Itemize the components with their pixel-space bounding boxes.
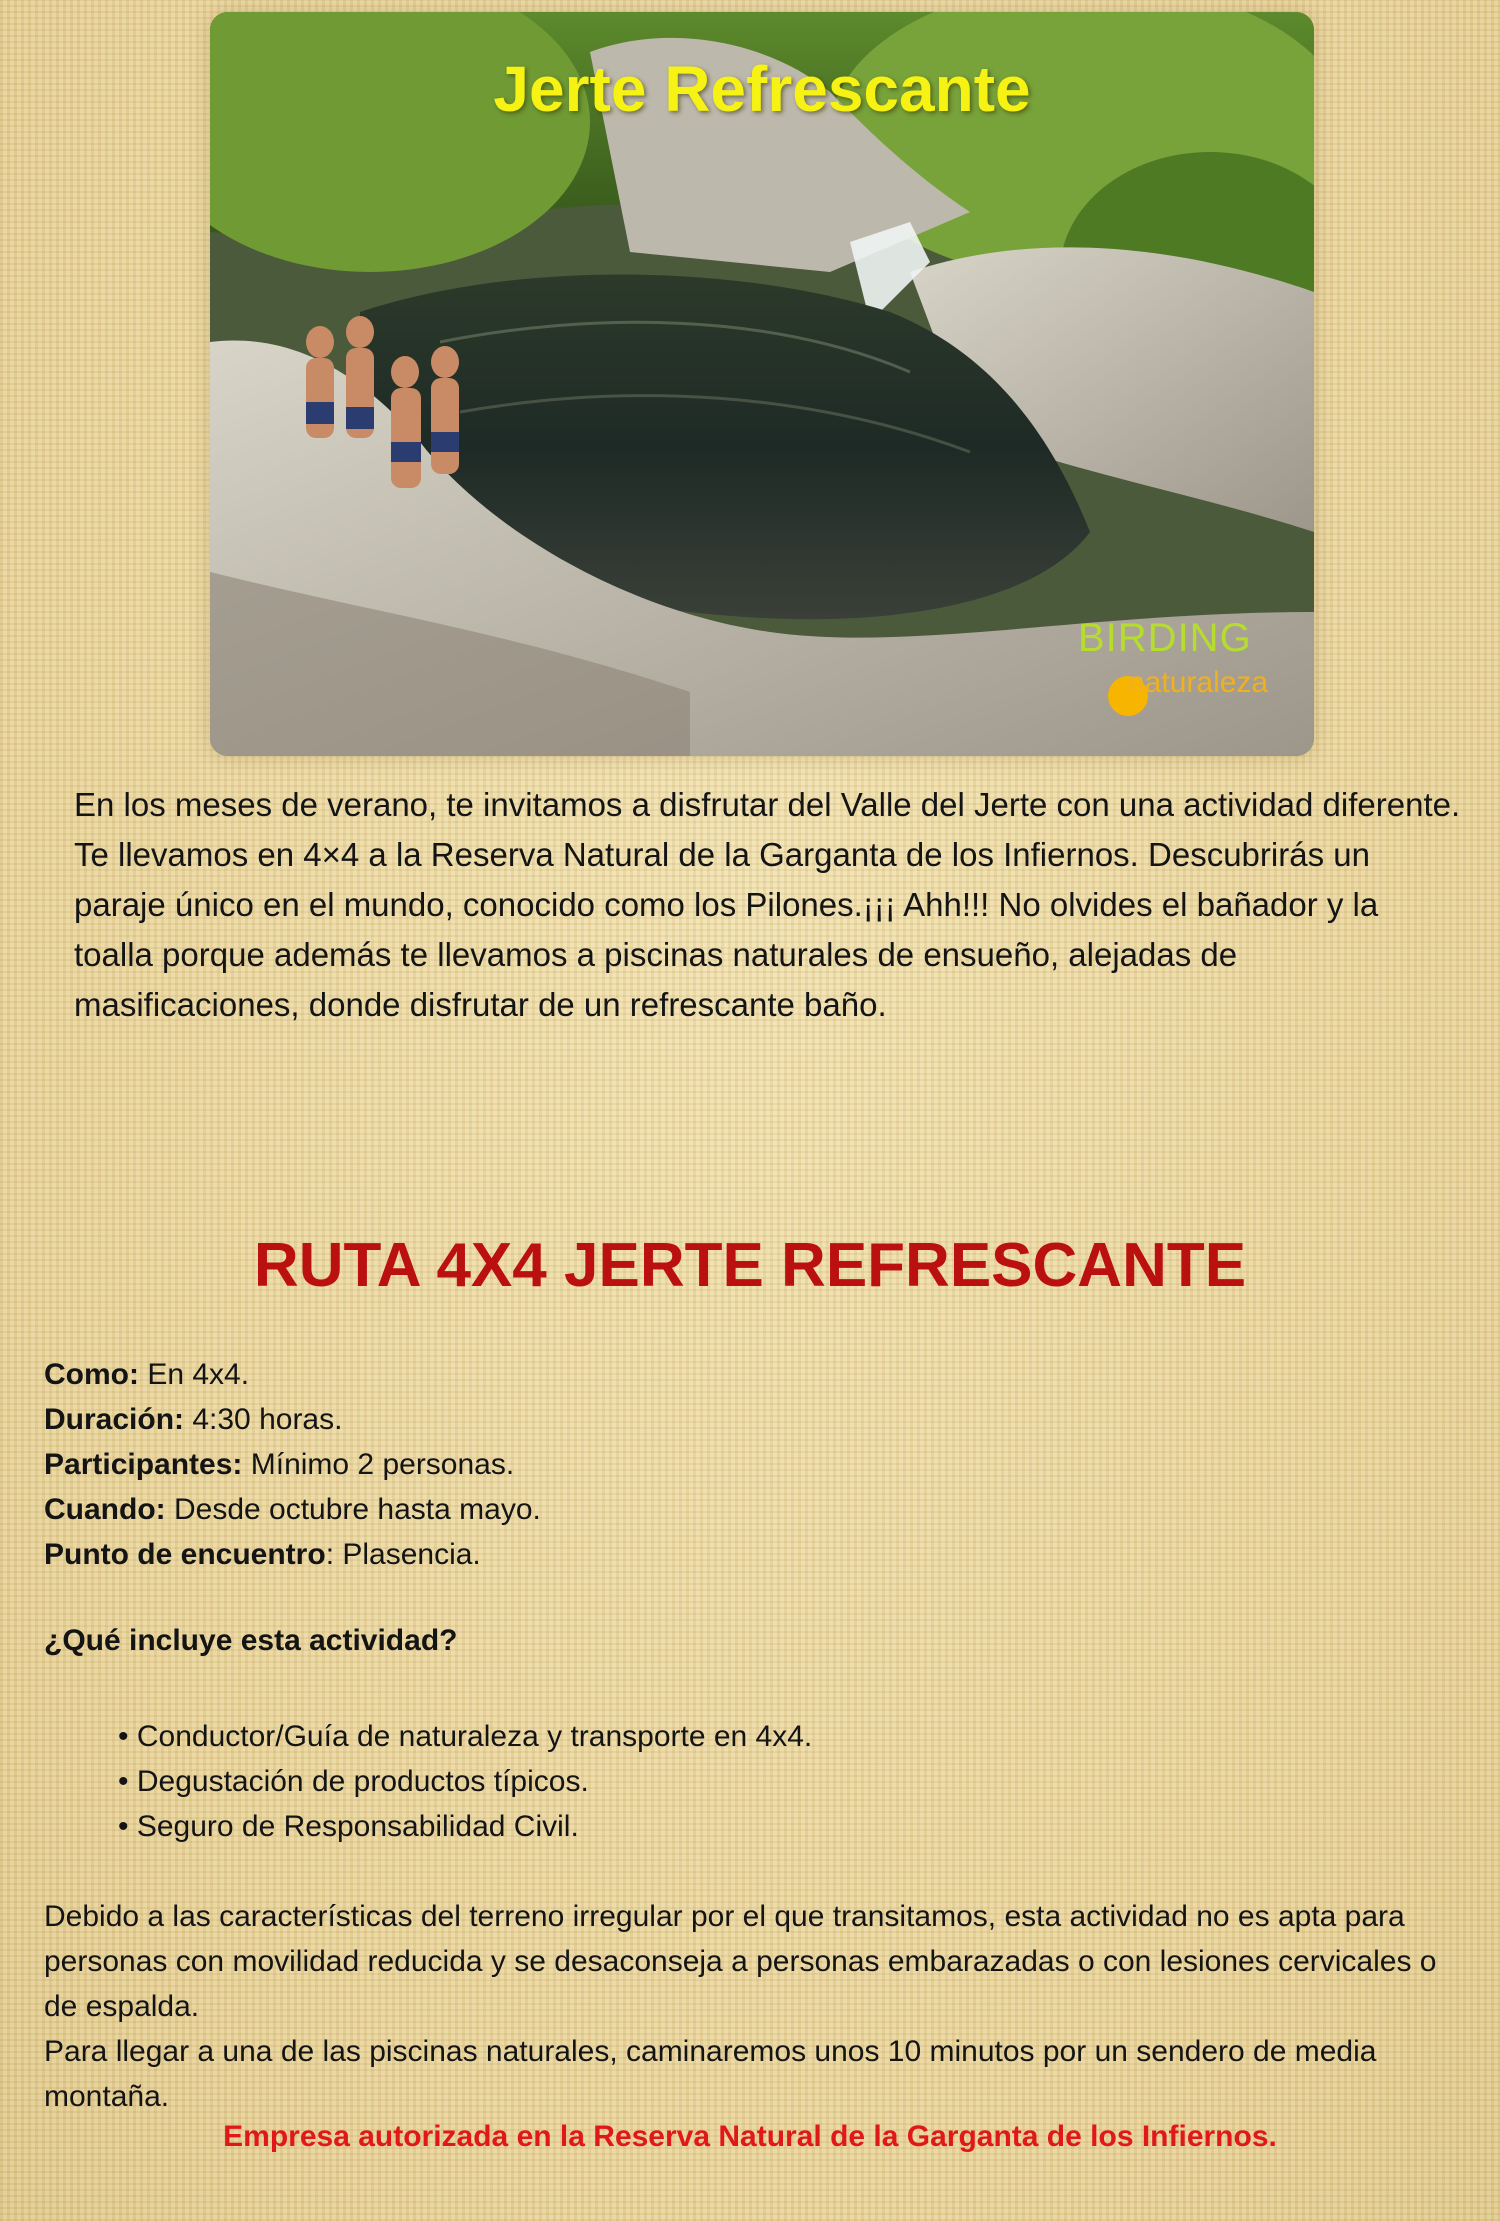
footer-authorization: Empresa autorizada en la Reserva Natural de la Garganta de los Infiernos. [223, 2120, 1277, 2153]
route-title: RUTA 4X4 JERTE REFRESCANTE [253, 1231, 1247, 1300]
detail-participantes [44, 1442, 1464, 1487]
logo-naturaleza-text: naturaleza [1128, 666, 1269, 699]
intro-paragraph: En los meses de verano, te invitamos a disfrutar del Valle del Jerte con una actividad diferente. Te llevamos en 4×4 a la Reserva Natural de la Garganta de los Infiernos. Descubrirás un paraje único en el mundo, conocido como los Pilones.¡¡¡ Ahh!!! No olvides el bañador y la toalla porque además te llevamos a piscinas naturales de ensueño, alejadas de masificaciones, donde disfrutar de un refrescante baño. [74, 786, 1461, 1023]
details-list [44, 1352, 1464, 1577]
detail-como [44, 1352, 1464, 1397]
detail-value: Desde octubre hasta mayo. [165, 1493, 541, 1526]
detail-label: Punto de encuentro [44, 1538, 326, 1571]
detail-label: Participantes: [44, 1448, 243, 1481]
hero-photo [210, 12, 1314, 756]
detail-label: Como: [44, 1358, 139, 1391]
birding-logo [1070, 616, 1314, 726]
detail-value: En 4x4. [138, 1358, 250, 1391]
warning-paragraph-walk: Para llegar a una de las piscinas naturales, caminaremos unos 10 minutos por un sendero de media montaña. [44, 2035, 1377, 2113]
list-item: • Conductor/Guía de naturaleza y transporte en 4x4. [118, 1714, 812, 1759]
includes-heading: ¿Qué incluye esta actividad? [44, 1624, 458, 1657]
detail-value: Mínimo 2 personas. [242, 1448, 515, 1481]
detail-value: : Plasencia. [325, 1538, 481, 1571]
detail-label: Duración: [44, 1403, 185, 1436]
includes-list [118, 1714, 812, 1849]
list-item: • Seguro de Responsabilidad Civil. [118, 1804, 812, 1849]
logo-birding-text: BIRDING [1078, 616, 1252, 660]
warning-paragraph-terrain: Debido a las características del terreno irregular por el que transitamos, esta actividad no es apta para personas con movilidad reducida y se desaconseja a personas embarazadas o con lesiones cervicales o de espalda. [44, 1900, 1437, 2023]
photo-title: Jerte Refrescante [493, 53, 1031, 125]
detail-label: Cuando: [44, 1493, 166, 1526]
detail-cuando [44, 1487, 1464, 1532]
detail-duracion [44, 1397, 1464, 1442]
list-item: • Degustación de productos típicos. [118, 1759, 812, 1804]
detail-punto-encuentro [44, 1532, 1464, 1577]
detail-value: 4:30 horas. [184, 1403, 343, 1436]
warning-text [44, 1894, 1464, 2119]
